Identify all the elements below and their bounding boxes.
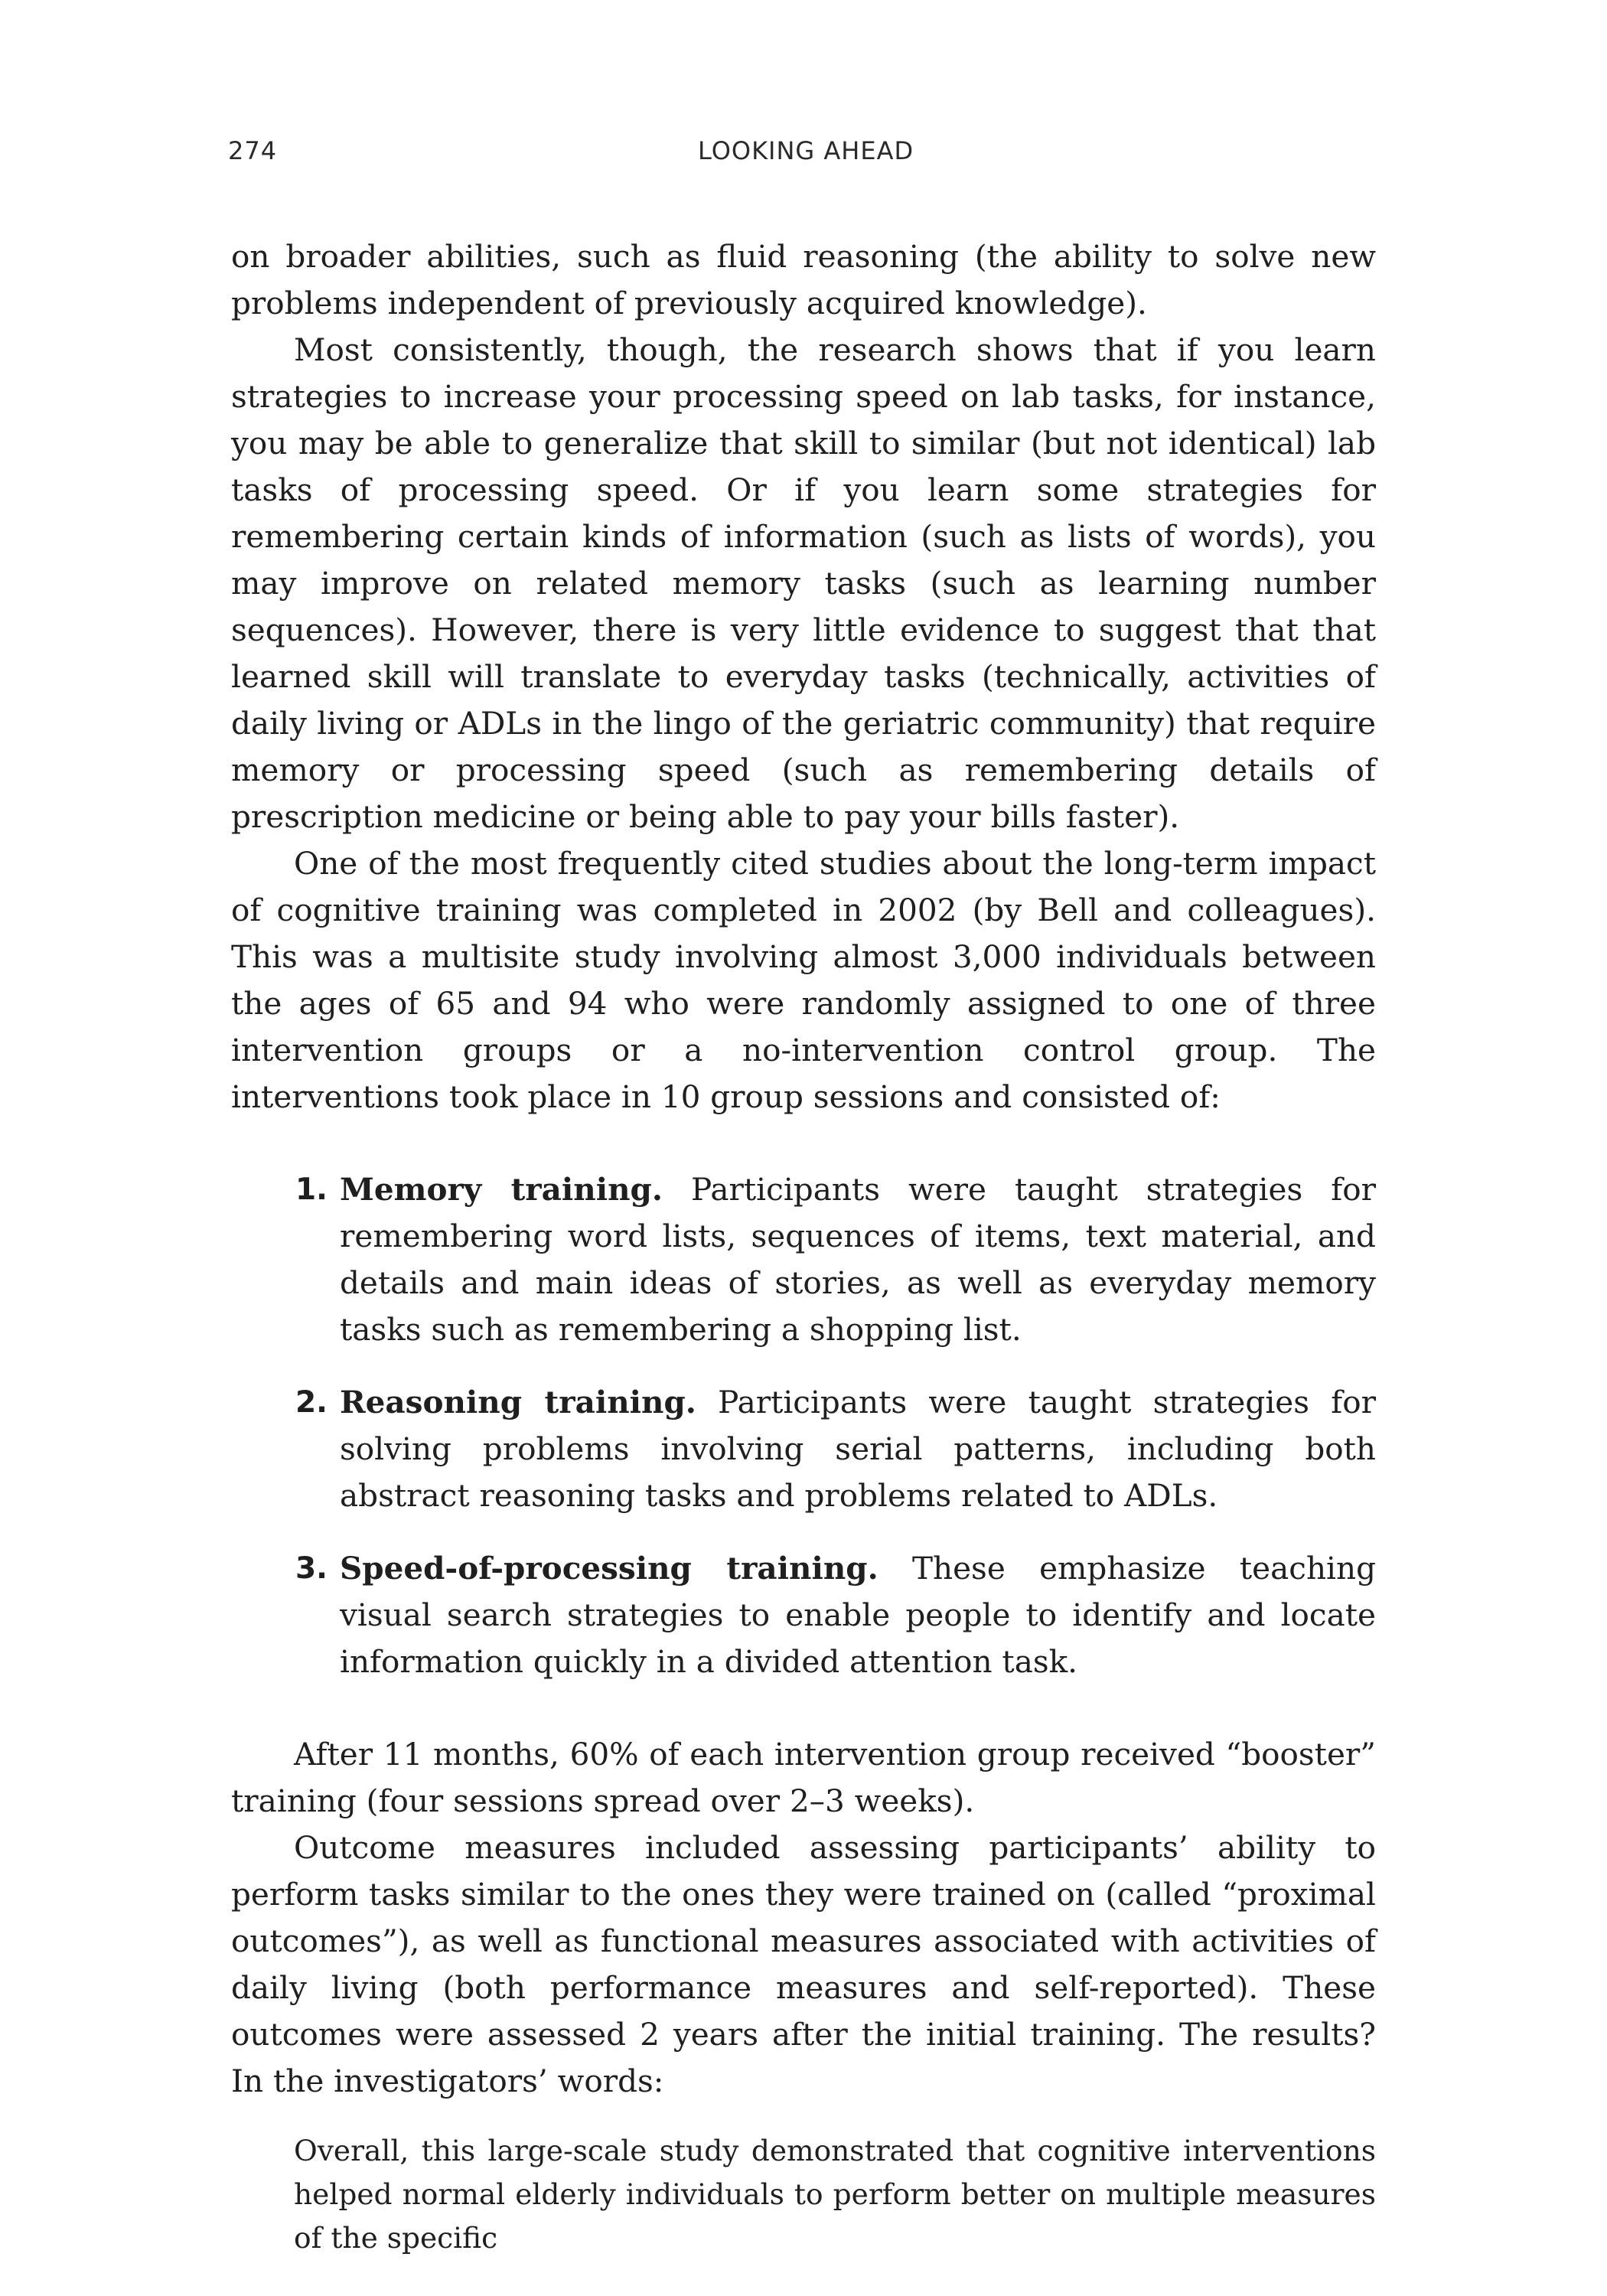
- paragraph-study-description: One of the most frequently cited studies about the long-term impact of cognitive training was completed in 2002 (by Bell and colleagues). This was a multisite study involving almost 3,000 individuals between the ages of 65 and 94 who were randomly assigned to one of three intervention groups or a no-intervention control group. The interventions took place in 10 group sessions and consisted of:: [231, 845, 1376, 1115]
- list-item-text: Participants were taught strategies for solving problems involving serial patterns, including both abstract reasoning tasks and problems related to ADLs.: [340, 1384, 1376, 1514]
- list-item-text: Participants were taught strategies for remembering word lists, sequences of items, text material, and details and main ideas of stories, as well as everyday memory tasks such as remembering a shopping list.: [340, 1171, 1376, 1348]
- list-item: [295, 1166, 1376, 1353]
- intervention-list: [231, 1166, 1376, 1685]
- list-item-text: These emphasize teaching visual search strategies to enable people to identify and locate information quickly in a divided attention task.: [340, 1550, 1377, 1680]
- list-item-number: 1.: [295, 1172, 328, 1207]
- paragraph-research-findings: Most consistently, though, the research shows that if you learn strategies to increase your processing speed on lab tasks, for instance, you may be able to generalize that skill to similar (but not identical) lab tasks of processing speed. Or if you learn some strategies for remembering certain kinds of information (such as lists of words), you may improve on related memory tasks (such as learning number sequences). However, there is very little evidence to suggest that that learned skill will translate to everyday tasks (technically, activities of daily living or ADLs in the lingo of the geriatric community) that require memory or processing speed (such as remembering details of prescription medicine or being able to pay your bills faster).: [231, 331, 1376, 835]
- paragraph-booster-training: After 11 months, 60% of each intervention group received “booster” training (four sessions spread over 2–3 weeks).: [231, 1736, 1376, 1819]
- list-item: [295, 1545, 1377, 1685]
- list-item-term: Reasoning training.: [340, 1384, 696, 1420]
- page-number: 274: [228, 136, 278, 165]
- list-item-number: 2.: [295, 1385, 328, 1420]
- block-quote: Overall, this large-scale study demonstrated that cognitive interventions helped normal elderly individuals to perform better on multiple measures of the specific: [294, 2134, 1376, 2255]
- paragraph-continuation: on broader abilities, such as fluid reasoning (the ability to solve new problems independent of previously acquired knowledge).: [231, 238, 1376, 321]
- body-text: [231, 233, 1376, 2260]
- paragraph-outcome-measures: Outcome measures included assessing participants’ ability to perform tasks similar to the ones they were trained on (called “proximal outcomes”), as well as functional measures associated with activities of daily living (both performance measures and self-reported). These outcomes were assessed 2 years after the initial training. The results? In the investigators’ words:: [231, 1829, 1376, 2099]
- list-item: [295, 1379, 1376, 1519]
- running-title: LOOKING AHEAD: [698, 136, 914, 165]
- list-item-number: 3.: [295, 1551, 328, 1586]
- list-item-term: Speed-of-processing training.: [340, 1550, 878, 1587]
- list-item-term: Memory training.: [340, 1171, 663, 1208]
- running-header: [0, 136, 1607, 170]
